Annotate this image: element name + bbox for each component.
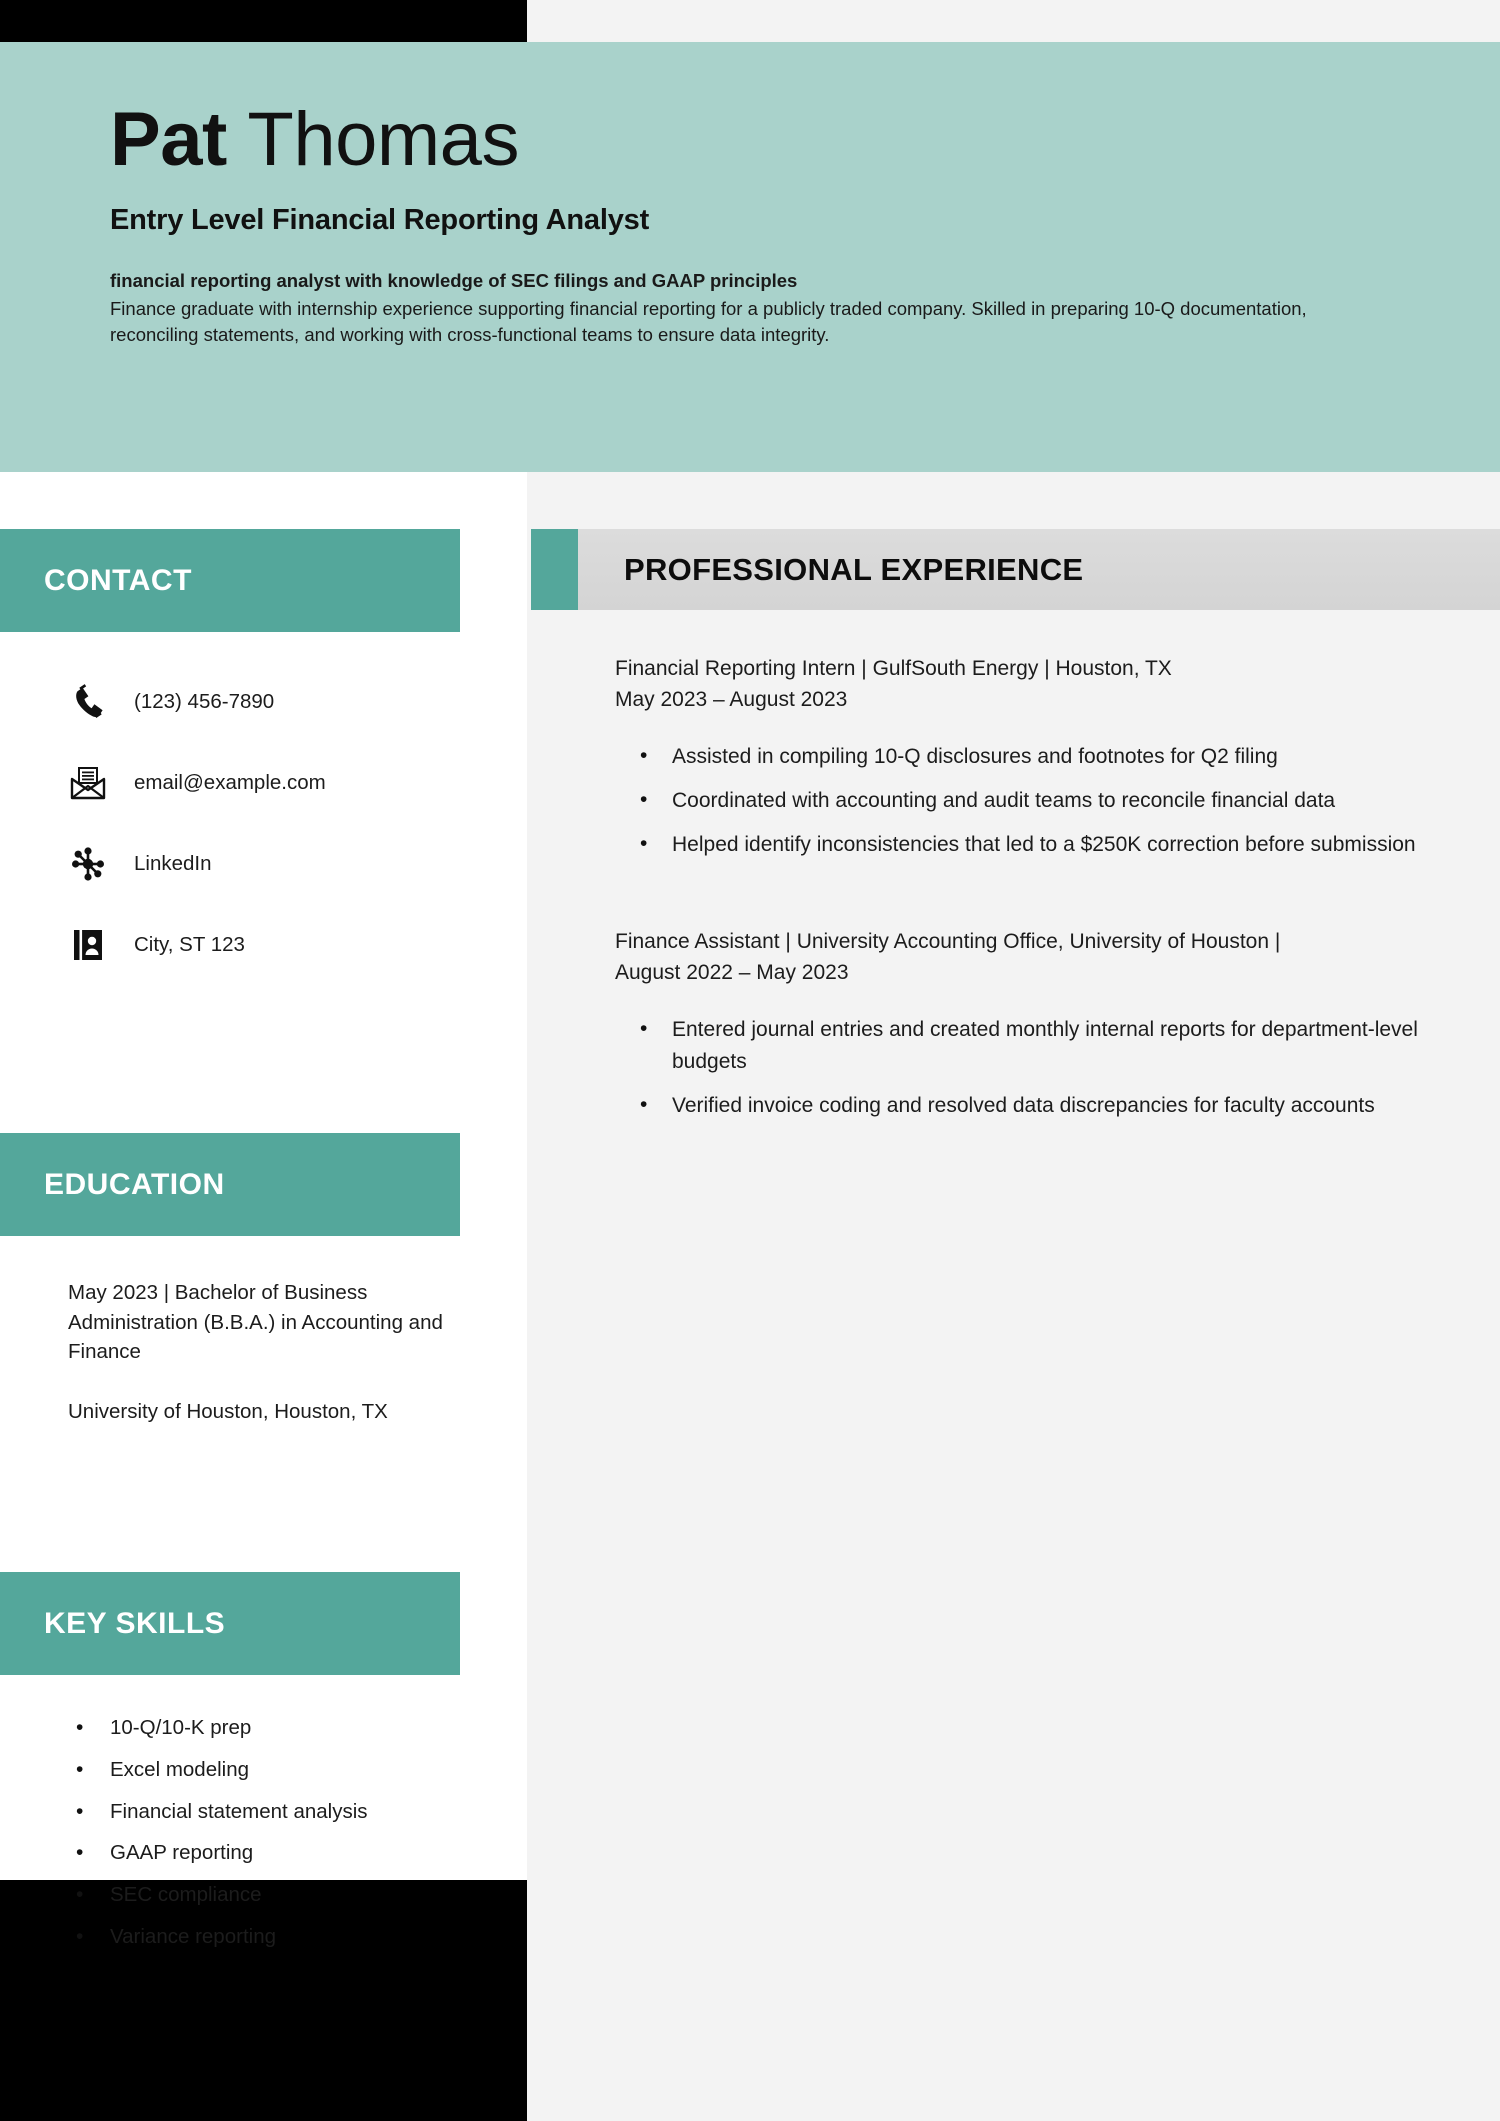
contact-list: [0, 672, 527, 975]
first-name: Pat: [110, 97, 227, 182]
job-title: Entry Level Financial Reporting Analyst: [110, 204, 650, 236]
contact-value-email: email@example.com: [134, 771, 326, 794]
education-block: [0, 1278, 527, 1426]
sidebar: [0, 472, 527, 1964]
experience-entry: [531, 926, 1500, 1122]
section-title-professional-experience: PROFESSIONAL EXPERIENCE: [624, 551, 1084, 587]
section-title-education: EDUCATION: [44, 1167, 225, 1201]
list-item: • 10-Q/10-K prep: [110, 1713, 527, 1744]
summary-headline: financial reporting analyst with knowledge of SEC filings and GAAP principles: [110, 270, 798, 291]
list-item: • Assisted in compiling 10-Q disclosures and footnotes for Q2 filing: [672, 741, 1490, 773]
envelope-icon: [68, 763, 108, 803]
contact-value-address: City, ST 123: [134, 933, 245, 956]
education-degree: May 2023 | Bachelor of Business Administration (B.B.A.) in Accounting and Finance: [68, 1281, 443, 1364]
list-item: • Verified invoice coding and resolved data discrepancies for faculty accounts: [672, 1090, 1490, 1122]
phone-icon: [68, 682, 108, 722]
section-header-key-skills: [0, 1572, 460, 1675]
experience-heading: Finance Assistant | University Accounting Office, University of Houston |: [615, 929, 1281, 953]
resume-header: [0, 42, 1500, 472]
contact-item-phone[interactable]: [68, 672, 527, 732]
section-accent-bar: [531, 529, 578, 610]
section-header-contact: [0, 529, 460, 632]
contact-value-linkedin: LinkedIn: [134, 852, 212, 875]
experience-bullets: [615, 741, 1490, 861]
main-content: [531, 529, 1500, 1134]
section-header-education: [0, 1133, 460, 1236]
page-title: [110, 97, 1390, 182]
summary-body: Finance graduate with internship experience supporting financial reporting for a publicly traded company. Skilled in preparing 10-Q documentation, reconciling statements, and working with cross-functional teams to ensure data integrity.: [110, 297, 1307, 346]
contact-value-phone: (123) 456-7890: [134, 690, 275, 713]
contact-item-linkedin[interactable]: [68, 834, 527, 894]
list-item: • Helped identify inconsistencies that led to a $250K correction before submission: [672, 829, 1490, 861]
list-item: • Entered journal entries and created monthly internal reports for department-level budgets: [672, 1014, 1490, 1078]
contact-item-email[interactable]: [68, 753, 527, 813]
list-item: • GAAP reporting: [110, 1838, 527, 1869]
section-title-contact: CONTACT: [44, 563, 192, 597]
key-skills-list: [0, 1713, 527, 1953]
experience-dates: May 2023 – August 2023: [615, 688, 848, 712]
last-name: Thomas: [247, 97, 519, 182]
top-black-accent-block: [0, 0, 527, 42]
experience-bullets: [615, 1014, 1490, 1122]
list-item: • Excel modeling: [110, 1755, 527, 1786]
section-header-professional-experience: [531, 529, 1500, 610]
list-item: • SEC compliance: [110, 1880, 527, 1911]
experience-heading: Financial Reporting Intern | GulfSouth Energy | Houston, TX: [615, 657, 1172, 680]
list-item: • Variance reporting: [110, 1922, 527, 1953]
section-title-key-skills: KEY SKILLS: [44, 1606, 226, 1640]
list-item: • Coordinated with accounting and audit teams to reconcile financial data: [672, 785, 1490, 817]
contact-item-address[interactable]: [68, 915, 527, 975]
list-item: • Financial statement analysis: [110, 1797, 527, 1828]
education-school: University of Houston, Houston, TX: [68, 1399, 388, 1423]
experience-dates: August 2022 – May 2023: [615, 960, 849, 984]
experience-entry: [531, 653, 1500, 861]
address-card-icon: [68, 925, 108, 965]
network-icon: [68, 844, 108, 884]
